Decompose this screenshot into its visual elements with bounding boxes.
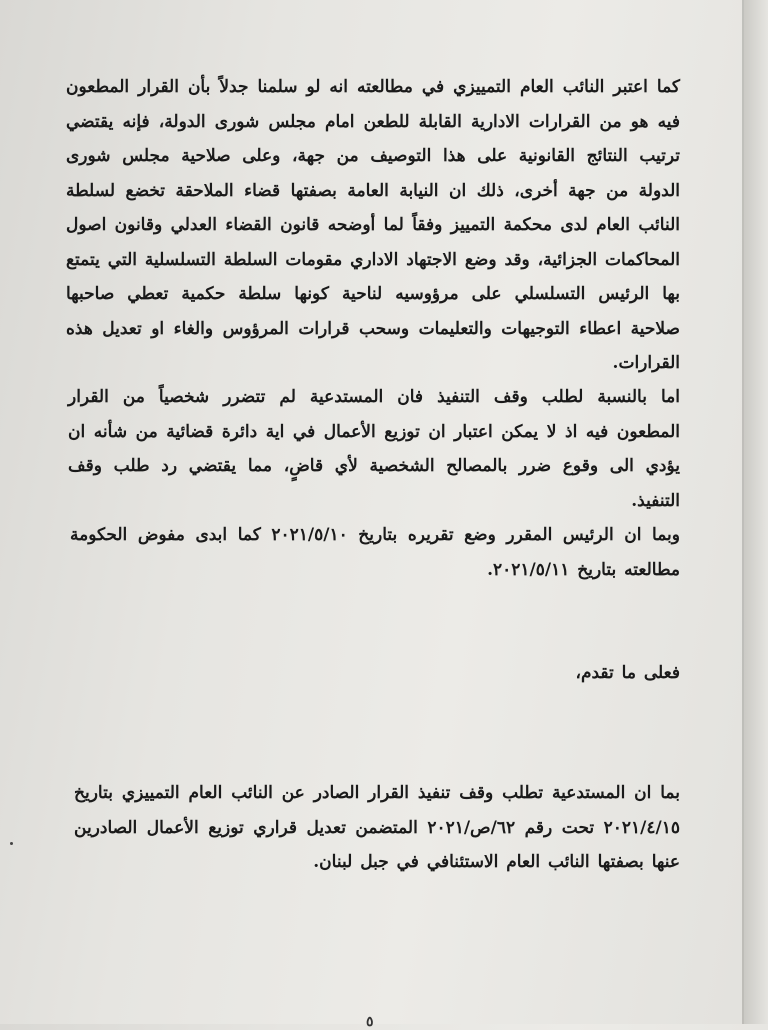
margin-dot — [10, 842, 13, 845]
paragraph-heading: فعلى ما تقدم، — [575, 663, 680, 683]
paragraph-3: وبما ان الرئيس المقرر وضع تقريره بتاريخ ٢٠٢١/٥/١٠ كما ابدى مفوض الحكومة مطالعته بتاريخ ٢٠٢١/٥/١١. — [70, 525, 680, 580]
paragraph-2: اما بالنسبة لطلب وقف التنفيذ فان المستدعية لم تتضرر شخصياً من القرار المطعون فيه اذ لا يمكن اعتبار ان توزيع الأعمال في اية دائرة قضائية من شأنه ان يؤدي الى وقوع ضرر بالمصالح الشخصية لأي قاضٍ، مما يقتضي رد طلب وقف التنفيذ. — [68, 387, 680, 511]
page-edge-shadow — [744, 0, 768, 1024]
paragraph-5: بما ان المستدعية تطلب وقف تنفيذ القرار الصادر عن النائب العام التمييزي بتاريخ ٢٠٢١/٤/١٥ تحت رقم ٦٢/ص/٢٠٢١ المتضمن تعديل قراري توزيع الأعمال الصادرين عنها بصفتها النائب العام الاستئنافي في جبل لبنان. — [74, 783, 680, 872]
page-number: ٥ — [366, 1014, 374, 1030]
paragraph-1: كما اعتبر النائب العام التمييزي في مطالعته انه لو سلمنا جدلاً بأن القرار المطعون فيه هو من القرارات الادارية القابلة للطعن امام مجلس شورى الدولة، فإنه يقتضي ترتيب النتائج القانونية على هذا التوصيف من جهة، وعلى صلاحية مجلس شورى الدولة من جهة أخرى، ذلك ان النيابة العامة بصفتها قضاء الملاحقة تخضع لسلطة النائب العام لدى محكمة التمييز وفقاً لما أوضحه قانون القضاء العدلي وقانون اصول المحاكمات الجزائية، وقد وضع الاجتهاد الاداري مقومات السلطة التسلسلية التي يتمتع بها الرئيس التسلسلي على مرؤوسيه لناحية كونها سلطة حكمية تعطي صاحبها صلاحية اعطاء التوجيهات والتعليمات وسحب قرارات المرؤوس والغاء او تعديل هذه القرارات. — [66, 77, 680, 373]
